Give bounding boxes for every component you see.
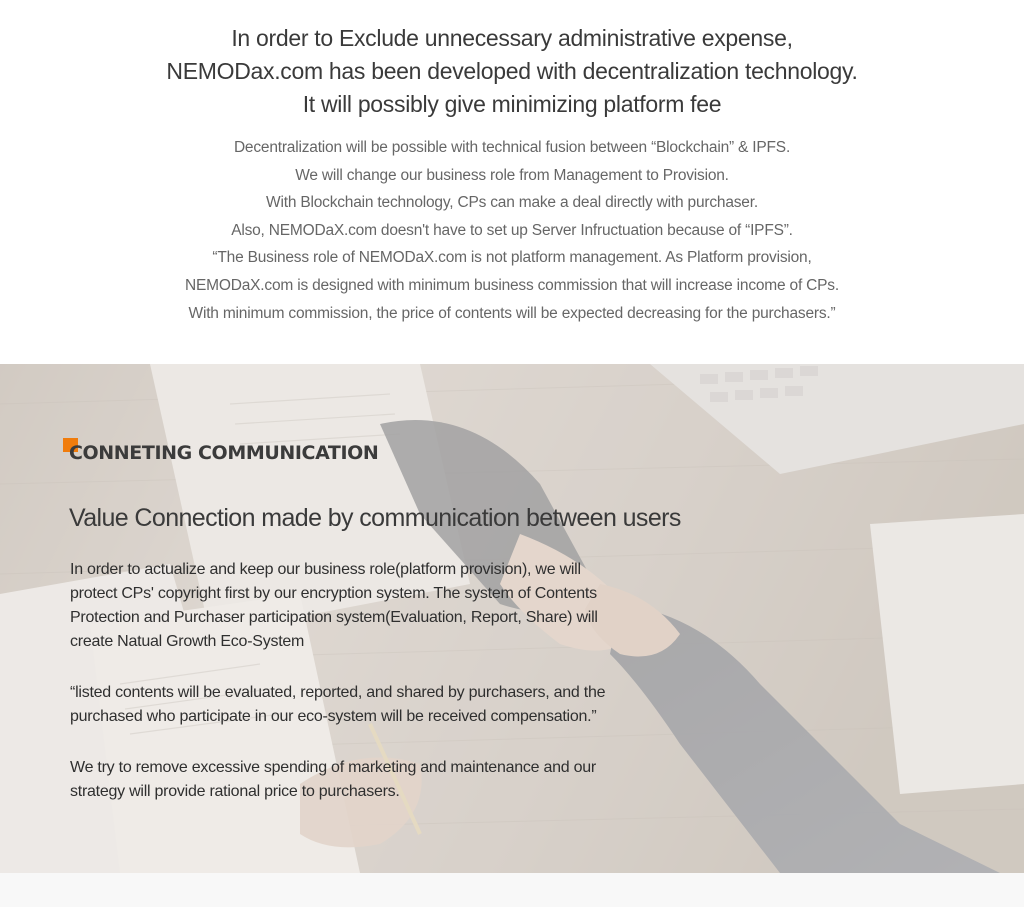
intro-body <box>0 134 1024 327</box>
intro-section <box>0 0 1024 364</box>
intro-body-line: Also, NEMODaX.com doesn't have to set up Server Infructuation because of “IPFS”. <box>231 221 793 239</box>
intro-body-line: Decentralization will be possible with technical fusion between “Blockchain” & IPFS. <box>233 139 791 156</box>
footer-strip <box>0 873 1024 907</box>
paragraph-line: create Natual Growth Eco-System <box>70 633 305 650</box>
paragraph-line: Protection and Purchaser participation system(Evaluation, Report, Share) will <box>70 609 598 626</box>
section-paragraph <box>70 558 650 654</box>
intro-heading-line: In order to Exclude unnecessary administrative expense, <box>231 25 793 51</box>
intro-heading-line: NEMODax.com has been developed with decentralization technology. <box>166 58 858 84</box>
intro-heading <box>0 22 1024 121</box>
paragraph-line: purchased who participate in our eco-system will be received compensation.” <box>70 708 597 725</box>
intro-heading-line: It will possibly give minimizing platform fee <box>302 91 722 117</box>
intro-body-line: With minimum commission, the price of contents will be expected decreasing for the purchasers.” <box>188 304 836 322</box>
paragraph-line: protect CPs' copyright first by our encryption system. The system of Contents <box>70 585 597 602</box>
paragraph-line: In order to actualize and keep our business role(platform provision), we will <box>70 561 581 578</box>
paragraph-line: “listed contents will be evaluated, reported, and shared by purchasers, and the <box>70 684 606 701</box>
intro-body-line: With Blockchain technology, CPs can make a deal directly with purchaser. <box>266 194 758 212</box>
section-title: Value Connection made by communication between users <box>69 504 681 532</box>
paragraph-line: strategy will provide rational price to purchasers. <box>70 783 400 800</box>
section-paragraph <box>70 756 650 804</box>
paragraph-line: We try to remove excessive spending of marketing and maintenance and our <box>70 759 596 776</box>
communication-section <box>0 364 1024 873</box>
intro-body-line: We will change our business role from Management to Provision. <box>295 166 729 184</box>
section-kicker: CONNETING COMMUNICATION <box>69 442 379 464</box>
intro-body-line: “The Business role of NEMODaX.com is not platform management. As Platform provision, <box>212 249 812 267</box>
section-paragraph <box>70 681 650 729</box>
intro-body-line: NEMODaX.com is designed with minimum business commission that will increase income of CPs. <box>185 276 839 294</box>
